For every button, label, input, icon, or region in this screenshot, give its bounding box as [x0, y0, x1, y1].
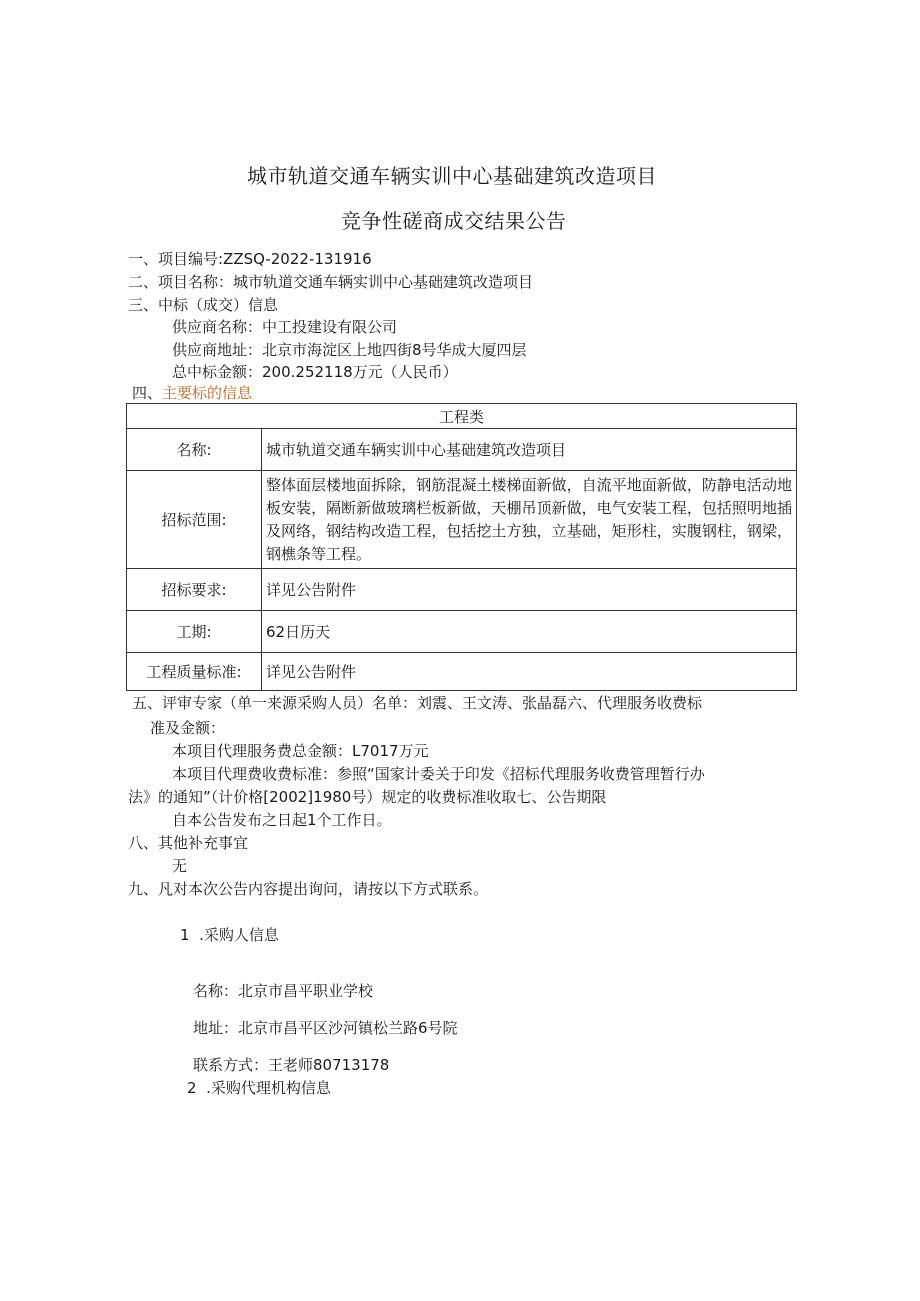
section-contact: 九、凡对本次公告内容提出询问，请按以下方式联系。: [128, 880, 489, 898]
buyer-contact: 联系方式：王老师80713178: [193, 1056, 390, 1074]
section-experts-cont: 准及金额：: [150, 719, 226, 737]
agency-fee-standard-cont: 法》的通知”（计价格[2002]1980号）规定的收费标准收取七、公告期限: [128, 788, 607, 806]
section-main-items: [132, 382, 252, 404]
row-label: 招标要求:: [127, 569, 262, 611]
table-row: [127, 569, 797, 611]
row-label: 名称:: [127, 429, 262, 471]
section-other-matters: 八、其他补充事宜: [128, 834, 249, 852]
section-project-number: 一、项目编号:ZZSQ-2022-131916: [128, 250, 372, 268]
row-value: 详见公告附件: [262, 653, 797, 691]
buyer-address: 地址：北京市昌平区沙河镇松兰路6号院: [193, 1019, 458, 1037]
doc-title-line1: 城市轨道交通车辆实训中心基础建筑改造项目: [247, 164, 657, 188]
agency-fee-standard: 本项目代理费收费标准：参照“国家计委关于印发《招标代理服务收费管理暂行办: [172, 765, 705, 783]
doc-title-line2: 竞争性磋商成交结果公告: [341, 209, 567, 233]
table-row: [127, 653, 797, 691]
section-main-items-label: 主要标的信息: [162, 384, 253, 402]
row-value: 城市轨道交通车辆实训中心基础建筑改造项目: [262, 429, 797, 471]
buyer-info-heading: 1 .采购人信息: [180, 926, 279, 944]
section-main-items-prefix: 四、: [132, 384, 163, 402]
table-header: 工程类: [127, 404, 797, 429]
total-award-amount: 总中标金额：200.252118万元（人民币）: [172, 363, 458, 381]
supplier-address: 供应商地址：北京市海淀区上地四街8号华成大厦四层: [172, 341, 527, 359]
main-items-table: [126, 403, 797, 691]
table-row: [127, 611, 797, 653]
other-matters-value: 无: [172, 857, 188, 875]
row-value: 详见公告附件: [262, 569, 797, 611]
section-award-info: 三、中标（成交）信息: [128, 296, 279, 314]
row-value: 整体面层楼地面拆除，钢筋混凝土楼梯面新做，自流平地面新做，防静电活动地板安装，隔断新做玻璃栏板新做，天棚吊顶新做，电气安装工程，包括照明地插及网络，钢结构改造工程，包括挖土方独，立基础，矩形柱，实腹钢柱，钢梁，钢樵条等工程。: [262, 471, 797, 569]
section-project-name: 二、项目名称：城市轨道交通车辆实训中心基础建筑改造项目: [128, 273, 534, 291]
agent-info-heading: 2 .采购代理机构信息: [187, 1079, 331, 1097]
agency-fee-total: 本项目代理服务费总金额：L7017万元: [172, 742, 429, 760]
table-row: [127, 471, 797, 569]
section-experts: 五、评审专家（单一来源采购人员）名单：刘震、王文涛、张晶磊六、代理服务收费标: [132, 694, 703, 712]
row-label: 工期:: [127, 611, 262, 653]
row-label: 工程质量标准:: [127, 653, 262, 691]
row-label: 招标范围:: [127, 471, 262, 569]
table-row: [127, 429, 797, 471]
announcement-period: 自本公告发布之日起1个工作日。: [172, 811, 392, 829]
supplier-name: 供应商名称：中工投建设有限公司: [172, 318, 398, 336]
row-value: 62日历天: [262, 611, 797, 653]
buyer-name: 名称：北京市昌平职业学校: [193, 982, 374, 1000]
